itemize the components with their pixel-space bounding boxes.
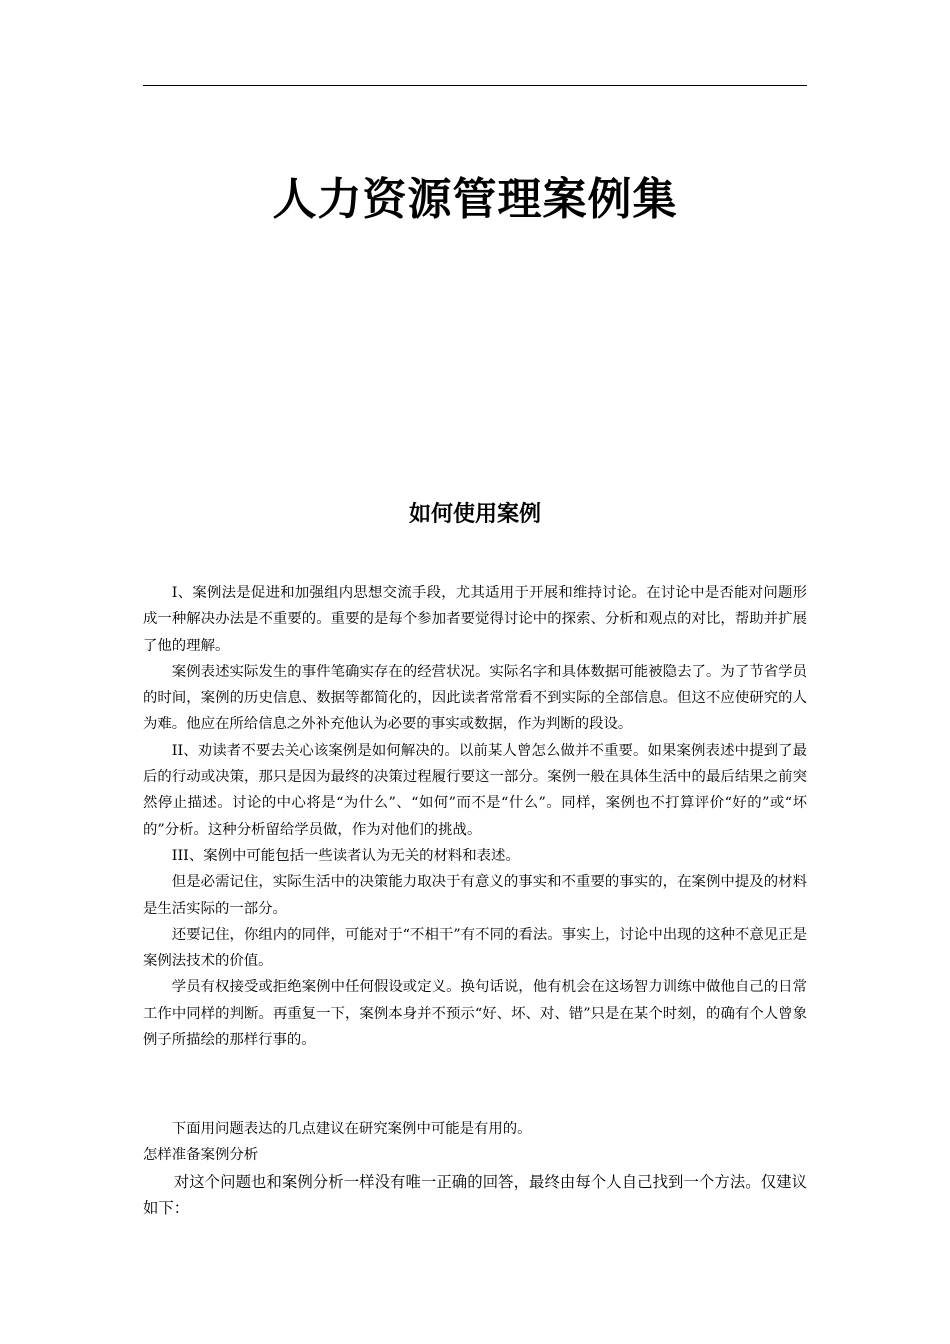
paragraph-case-method: I、案例法是促进和加强组内思想交流手段，尤其适用于开展和维持讨论。在讨论中是否能对问题形成一种解决办法是不重要的。重要的是每个参加者要觉得讨论中的探索、分析和观点的对比，帮助并扩展了他的理解。 xyxy=(143,585,807,654)
document-title: 人力资源管理案例集 xyxy=(272,174,678,225)
paragraph-peer-views: 还要记住，你组内的同伴，可能对于“不相干”有不同的看法。事实上，讨论中出现的这种不意见正是案例法技术的价值。 xyxy=(143,926,807,970)
header-rule xyxy=(143,85,807,86)
paragraph-closing: 对这个问题也和案例分析一样没有唯一正确的回答，最终由每个人自己找到一个方法。仅建议如下： xyxy=(143,1172,807,1218)
body-text-block-two xyxy=(143,1116,807,1222)
body-text-block xyxy=(143,580,807,1053)
paragraph-case-resolution: II、劝读者不要去关心该案例是如何解决的。以前某人曾怎么做并不重要。如果案例表述中提到了最后的行动或决策，那只是因为最终的决策过程履行要这一部分。案例一般在具体生活中的最后结果之前突然停止描述。讨论的中心将是“为什么”、“如何”而不是“什么”。同样，案例也不打算评价“好的”或“坏的”分析。这种分析留给学员做，作为对他们的挑战。 xyxy=(143,742,807,838)
paragraph-case-description: 案例表述实际发生的事件笔确实存在的经营状况。实际名字和具体数据可能被隐去了。为了节省学员的时间，案例的历史信息、数据等都简化的，因此读者常常看不到实际的全部信息。但这不应使研究的人为难。他应在所给信息之外补充他认为必要的事实或数据，作为判断的段设。 xyxy=(143,663,807,733)
paragraph-remember-decisions: 但是必需记住，实际生活中的决策能力取决于有意义的事实和不重要的事实的，在案例中提及的材料是生活实际的一部分。 xyxy=(143,874,807,917)
paragraph-assumptions: 学员有权接受或拒绝案例中任何假设或定义。换句话说，他有机会在这场智力训练中做他自己的日常工作中同样的判断。再重复一下，案例本身并不预示“好、坏、对、错”只是在某个时刻，的确有个人曾象例子所描绘的那样行事的。 xyxy=(143,979,807,1049)
intro-line: 下面用问题表达的几点建议在研究案例中可能是有用的。 xyxy=(171,1121,532,1137)
paragraph-irrelevant-material: III、案例中可能包括一些读者认为无关的材料和表述。 xyxy=(171,847,520,864)
section-heading: 如何使用案例 xyxy=(408,502,541,527)
subheading-prepare-analysis: 怎样准备案例分析 xyxy=(143,1147,259,1164)
